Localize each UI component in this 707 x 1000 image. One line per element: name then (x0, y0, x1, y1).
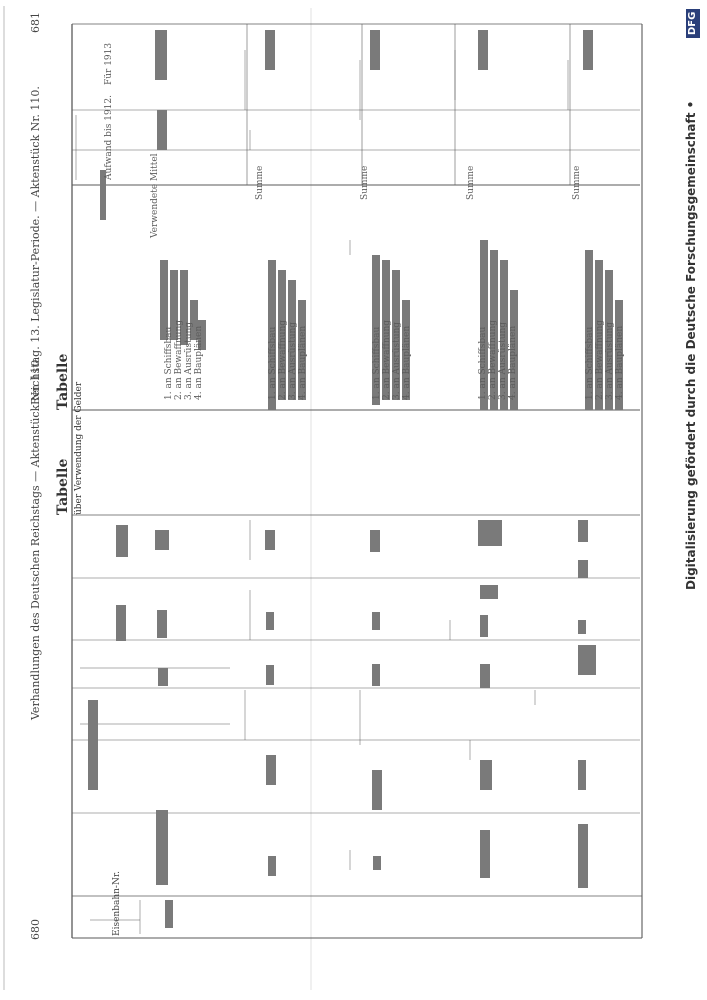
table-row: 1. an Schiffsbau 2. an Bewaffnung 3. an Ausrüstung 4. an Bauplänen (164, 319, 204, 400)
table-row: 1. an Schiffsbau 2. an Bewaffnung 3. an Ausrüstung 4. an Bauplänen (372, 319, 412, 400)
left-page-table-title: Tabelle über Verwendung der Gelder (55, 381, 84, 515)
right-page-column-headers (104, 0, 144, 180)
table-row: 1. an Schiffsbau 2. an Bewaffnung 3. an Ausrüstung 4. an Bauplänen (268, 319, 308, 400)
totals-label: Summe (572, 165, 582, 200)
right-page-caption: Tabelle (55, 353, 71, 410)
table-row: 1. an Schiffsbau 2. an Bewaffnung 3. an Ausrüstung 4. an Bauplänen (585, 319, 625, 400)
left-page-title: Verhandlungen des Deutschen Reichstags — Aktenstück Nr. 110 (29, 359, 42, 720)
right-page-title: Reichstag. 13. Legislatur-Periode. — Aktenstück Nr. 110. (29, 86, 42, 405)
table-row: 1. an Schiffsbau 2. an Bewaffnung 3. an Ausrüstung 4. an Bauplänen (478, 319, 518, 400)
totals-label: Summe (255, 165, 265, 200)
column-header: Für 1913 (104, 42, 114, 85)
totals-label: Summe (466, 165, 476, 200)
dfg-logo-icon: DFG (686, 9, 700, 38)
totals-label: Summe (360, 165, 370, 200)
digitization-credit: Digitalisierung gefördert durch die Deutsche Forschungsgemeinschaft • DFG (686, 0, 707, 590)
column-header: Aufwand bis 1912. (104, 95, 114, 180)
left-page-number: 680 (29, 919, 42, 940)
right-page-subheading: Verwendete Mittel (150, 153, 160, 238)
left-page-stamp: Eisenbahn-Nr. (112, 871, 122, 936)
right-page-number: 681 (29, 12, 42, 33)
